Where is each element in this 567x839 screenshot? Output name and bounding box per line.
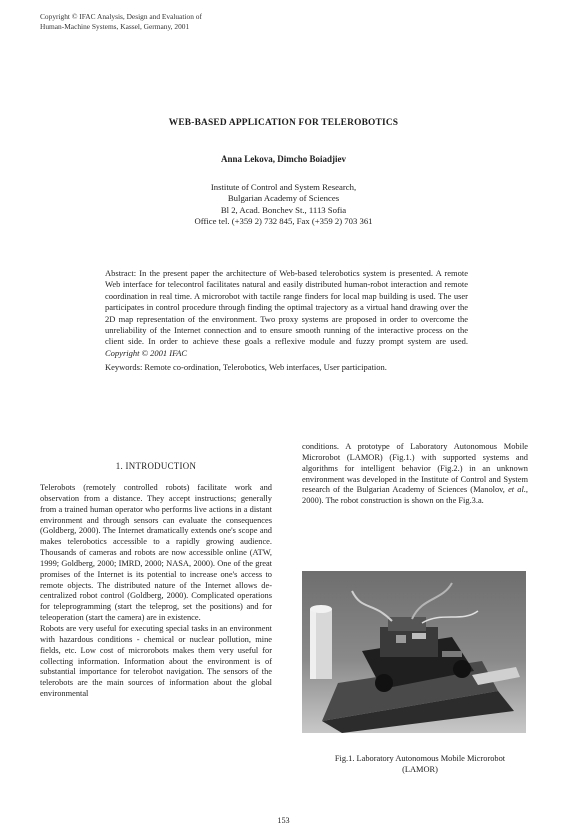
page-number: 153: [277, 816, 290, 825]
figure-1-photo: [302, 571, 526, 733]
author-list: Anna Lekova, Dimcho Boiadjiev: [220, 154, 346, 164]
right-text-part-2: , 2000). The robot construction is shown on the Fig.3.a.: [302, 485, 529, 506]
right-column-paragraph: [302, 442, 528, 507]
keywords: Keywords: Remote co-ordination, Telerobotics, Web interfaces, User participation.: [105, 362, 387, 372]
microrobot-photo-illustration: [302, 571, 526, 733]
affiliation-line: Bulgarian Academy of Sciences: [227, 193, 340, 204]
abstract-text: Abstract: In the present paper the architecture of Web-based telerobotics system is presented. A remote Web interface for telecontrol facilitates natural and easily distributed human-robot interaction and remote coordination in real time. A microrobot with tactile range finders for local map building is used. The user participates in control procedure through finding the optimal trajectory as a virtual hand drawing over the 2D map representation of the environment. Two proxy systems are proposed in order to overcome the unreliability of the Internet connection and to ensure smooth running of the interactive process on the client side. In order to achieve these goals a reflexive module and fuzzy prompt system are used.: [105, 268, 468, 347]
caption-line-2: (LAMOR): [402, 765, 438, 774]
caption-line-1: Fig.1. Laboratory Autonomous Mobile Microrobot: [334, 754, 506, 763]
section-heading-introduction: 1. INTRODUCTION: [115, 461, 197, 471]
right-text-part-1: conditions. A prototype of Laboratory Autonomous Mobile Microrobot (LAMOR) (Fig.1.) with supported systems and algorithms for intelligent behavior (Fig.2.) in an unknown environment was developed in the Institute of Control and System research of the Bulgarian Academy of Sciences (Manolov,: [302, 442, 528, 495]
introduction-paragraph-1: Telerobots (remotely controlled robots) facilitate work and observation from a distance. They accept instructions; generally from a trained human operator who performs live actions in a distant environment and through sensors can evaluate the consequences (Goldberg, 2000). The Internet dramatically extends one's scope and makes telerobotics accessible to a rapidly growing audience. Thousands of cameras and robots are now accessible online (ATW, 1999; Goldberg, 2000; IMRD, 2000; NASA, 2000). One of the great promises of the Internet is its potential to increase one's access to remote objects. The distributed nature of the Internet allows de-centralized robot control (Goldberg, 2000). Complicated operations for teleprogramming (start the teleprog, set the positions) and for teleoperation (start the camera) are in existence.: [40, 483, 272, 623]
affiliation-block: [0, 182, 567, 228]
abstract: [105, 268, 468, 359]
left-column: [40, 483, 272, 700]
right-text-italic: et al.: [508, 485, 526, 495]
abstract-copyright: Copyright © 2001 IFAC: [105, 347, 188, 358]
affiliation-line: Office tel. (+359 2) 732 845, Fax (+359 2) 703 361: [194, 216, 373, 227]
copyright-notice: [40, 12, 202, 31]
affiliation-line: Institute of Control and System Research,: [210, 182, 357, 192]
paper-title: WEB-BASED APPLICATION FOR TELEROBOTICS: [168, 118, 399, 128]
copyright-line-2: Human-Machine Systems, Kassel, Germany, 2001: [40, 21, 190, 31]
introduction-paragraph-2: Robots are very useful for executing special tasks in an environment with hazardous conditions - chemical or nuclear pollution, mine fields, etc. Low cost of microrobots makes them very useful for collecting information. Information about the environment is of substantial importance for telerobot navigation. The sensors of the telerobots are the main sources of information about the global environmental: [40, 623, 272, 699]
affiliation-line: Bl 2, Acad. Bonchev St., 1113 Sofia: [220, 204, 347, 215]
right-column: [302, 442, 528, 507]
copyright-line-1: Copyright © IFAC Analysis, Design and Evaluation of: [40, 12, 202, 21]
figure-1-caption: [308, 753, 532, 775]
